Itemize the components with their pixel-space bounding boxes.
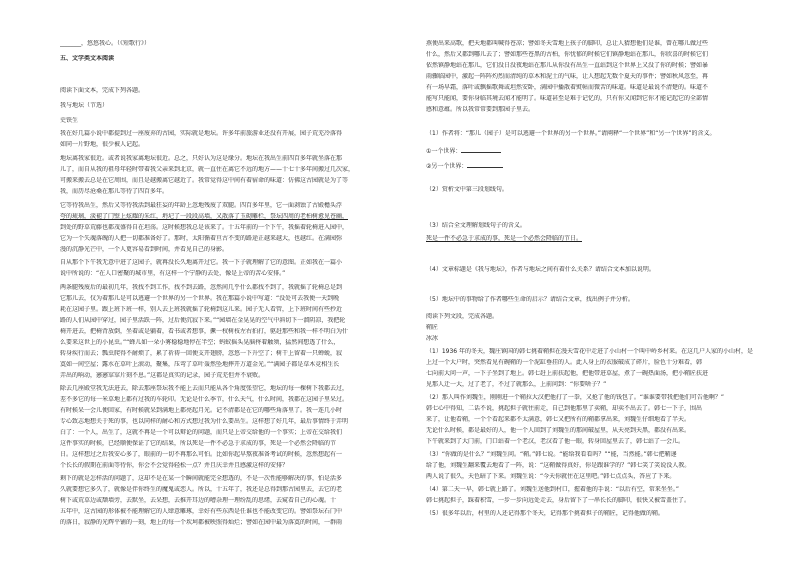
passage-line: 如同一片野地，很少被人记起。: [60, 141, 145, 148]
passage-line: 到处的野草荒藤也都茂盛得自在坦荡。这时候想我总是该来了。十五年前的一个下午，我摇着轮椅进入园中，: [60, 224, 349, 231]
passage-line: 雨骤临园中，激起一阵阵灼烈而清纯的草木和泥土的气味，让人想起无数个夏天的事件；譬如秋风忽至，再: [426, 73, 709, 80]
story-line: （4）第二天一早，韩七就上路了。刘魏生送他到村口，握着他的手说：“以后有空，常来坐坐。”: [426, 486, 680, 493]
passage-line: 除去几座殿堂我无法进去，除去那座祭坛我不能上去而只能从各个角度张望它，地坛的每一棵树下我都去过，: [60, 385, 349, 392]
passage-line: 它那儿去，仅为着那儿是可以逃避一个世界的另一个世界。我在那篇小说中写道：“没处可去我便一天到晚: [60, 295, 340, 302]
passage-line: 燕便出来高歌，把天地都叫喊得苍凉；譬如冬天雪地上孩子的脚印，总让人猜想他们是谁，曾在哪儿做过些: [426, 40, 709, 47]
passage-line: 有时候呆一会儿便回家，有时候就呆到满地上都亮起月光。记不清都是在它的哪些角落里了。我一连几小时: [60, 407, 343, 414]
passage-line: 依然镇静地站在那儿，它们没日没夜地站在那儿从你没有出生一直站到这个世界上又没了你的时候；譬如暴: [426, 62, 709, 69]
passage-line: 么要来这世上的小昆虫。”“蜂儿如一朵小雾稳稳地停在半空；蚂蚁摇头晃脑捋着触须，猛然间想透了什么，: [60, 339, 340, 346]
answer-label: ①一个世界：: [426, 148, 462, 154]
passage-line: 地坛离我家很近。或者说我家离地坛很近。总之，只好认为这是缘分。地坛在我出生前四百多年就坐落在那: [60, 155, 343, 162]
passage-line: 椅开进去，把椅背放倒，坐着或是躺着，看书或者想事，撅一杈树枝左右拍打，驱赶那些和我一样不明白为什: [60, 328, 349, 335]
story-line: 无论什么时候，都是最好的人，他一个人回到了刘魏生的那间破屋里，从天亮到天黑，都没有出来。: [426, 427, 691, 434]
passage-line: 寞如一间空屋；露水在草叶上滚动，聚集，压弯了草叶轰然坠地摔开万道金光。”“满园子都是草木竞相生长: [60, 361, 340, 368]
question-1-part-a: [426, 146, 501, 154]
passage-line: 树下或荒草边或颓墙旁，去默坐，去呆想，去推开耳边的嘈杂理一理纷乱的思绪，去窥看自己的心魂。十: [60, 497, 337, 504]
story-line: （1）1936 年的冬天，魏庄镇国的韩七挑着鞘担在漫天雪花中走进了小山村一个叫中岭乡村来。在这几户人家的小山村，是: [426, 348, 753, 355]
passage-line: 漫的沉静光芒中，一个人更容易看到时间，并看见自己的身影。: [60, 246, 229, 253]
passage-author: 史铁生: [60, 117, 79, 124]
story-line: （3）“你做的是什么？”刘魏生问。“鞘。”韩七说。“能给我看看吗？”“能，当然能。”韩七把鞘递: [426, 451, 677, 458]
passage-line: 我在好几篇小说中都提到过一座废弃的古园，实际就是地坛。许多年前旅游业还没有开展，园子荒芜冷落得: [60, 130, 343, 137]
story-line: 两人说了很久，天色暗了下来。刘魏生说：“今天你就住在这里吧。”韩七点点头，答应了下来。: [426, 473, 676, 480]
passage-line: 自从那个下午我无意中进了这园子，就再没长久地离开过它。我一下子就理解了它的意图。正如我在一篇小: [60, 259, 343, 266]
passage-line: 两条腿残废后的最初几年，我找不到工作，找不到去路，忽然间几乎什么都找不到了，我就摇了轮椅总是到: [60, 284, 343, 291]
passage-line: 它等待我出生，然后又等待我活到最狂妄的年龄上忽地残废了双腿。四百多年里，它一面剥蚀了古殿檐头浮: [60, 202, 343, 209]
story-line: 给了他，刘魏生翻来覆去地看了一阵，说：“这鞘做得真好，你是跟谁学的？”韩七笑了笑说没人教。: [426, 462, 691, 469]
story-line: 七向前大问一声，一下子坐到了地上。韩七赶上前扶起他，把他带进草屋，煮了一碗热面汤，把小鞘匠扶进: [426, 370, 709, 377]
passage-line: 久就要想它多久了，就像是伴你终生的魔鬼或恋人。所以，十五年了，我还是总得到那古园里去，去它的老: [60, 486, 343, 493]
passage-line: 能写只能闻，要你身临其境去闻才能明了。味道甚至是难于记忆的，只有你又闻到它你才能记起它的全部情: [426, 95, 709, 102]
story-line: 下午就来到了大门前，门口站着一个老汉，老汉看了他一眼，转身回屋里去了，韩七站了一会儿。: [426, 438, 685, 445]
passage-line: 它为一个失魂落魄的人把一切都准备好了。那时，太阳循着亘古不变的路途正越来越大，也越红。在满园弥: [60, 235, 343, 242]
question-2: （2）赏析文中第三段划线句。: [426, 186, 508, 193]
story-line: 见那人迁一大，过了老了，不过了就那么，上前问到：“你要啥子？”: [426, 381, 607, 388]
story-line: 上过一个大户时，突然看见有碗鞘的一个泥缸垂挂的人。此人身上的衣服破成了碎片，脸色十分难看，韩: [426, 359, 703, 366]
story-line: 来了，让他看鞘，一个个看起来都不太满意，韩七又把所有的鞘都拿出来，刘魏生仔细地看了半天。: [426, 416, 691, 423]
passage-line: 转身疾行而去；瓢虫爬得不耐烦了，累了祈祷一回便支开翅膀，忽悠一下升空了；树干上留着一只蝉蜕，寂: [60, 350, 343, 357]
passage-line: 五年中，这古园的形体被不能理解它的人肆意雕琢，幸好有些东西是任谁也不能改变它的。譬如祭坛石门中: [60, 508, 343, 515]
passage-line: 的落日，寂静的光辉平铺的一刻，地上的每一个坎坷都被映照得灿烂；譬如在园中最为落寞的时间，一群雨: [60, 519, 343, 526]
passage-line: 说中所说的：“在人口密聚的城市里，有这样一个宁静的去处，像是上帝的苦心安排。”: [60, 270, 286, 277]
top-quote: _______，悠悠我心。（《短歌行》）: [60, 40, 151, 47]
passage-title: 我与地坛（节选）: [60, 102, 109, 109]
passage-line: 白了：一个人，出生了，这就不再是一个可以辩论的问题，而只是上帝交给他的一个事实；上帝在交给我们: [60, 429, 343, 436]
passage-line: 耗在这园子里。跟上班下班一样，别人去上班我就摇了轮椅到这儿来。园子无人看管，上下班时间有些抄近: [60, 306, 343, 313]
section-heading: 五、文学类文本阅读: [60, 55, 115, 62]
passage-line: 儿了，而自从我的祖母年轻时带着我父亲来到北京，就一直住在离它不远的地方——十七十多年间搬过几次家，: [60, 166, 355, 173]
question-1: （1）作者将：“那儿（园子）是可以逃避一个世界的另一个世界。”请阐释“一个世界”和“另一个世界”的含义。: [426, 130, 716, 137]
instruction-2: 阅读下列文段，完成各题。: [426, 313, 499, 320]
passage-line: 感和意蕴。所以我常常要到那园子里去。: [426, 106, 535, 113]
question-5: （5）地坛中的事物给了作者哪些生命的启示？请结合文章，找出例子并分析。: [426, 296, 634, 303]
passage-line: 我，而历尽沧桑在那儿等待了四百多年。: [60, 188, 169, 195]
underlined-line: 夸的琉璃，淡褪了门壁上炫耀的朱红，坍圮了一段段高墙，又散落了玉砌雕栏，祭坛四周的老柏树愈见苍幽，: [60, 213, 349, 220]
passage-line: 日。这样想过之后我安心多了，眼前的一切不再那么可怕。比如你起早熬夜准备考试的时候，忽然想起有一: [60, 451, 343, 458]
story-author: 冰冰: [426, 335, 439, 342]
passage-line: 什么，然后又都到哪儿去了；譬如那些苍黑的古柏，你忧郁的时候它们镇静地站在那儿，你欣喜的时候它们: [426, 51, 709, 58]
passage-line: 路的人们从园中穿过，园子里活跃一阵，过后便沉寂下来。”“园墙在金晃晃的空气中斜切下一溜阴凉，我把轮: [60, 317, 346, 324]
question-3: （3）结合全文理解划线句子的含义。: [426, 222, 526, 229]
passage-line: 差不多它的每一米草地上都有过我的车轮印。无论是什么季节，什么天气，什么时间，我都在这园子里呆过。: [60, 396, 349, 403]
story-line: （5）很多年以后，村里的人还记得那个冬天，记得那个挑着担子的鞘匠，记得他做的鞘。: [426, 510, 664, 517]
passage-line: 可搬来搬去总是在它周围，而且是越搬离它越近了。我常觉得这中间有着宿命的味道：仿佛这古园就是为了等: [60, 177, 349, 184]
question-1-part-b: [426, 161, 503, 169]
passage-line: 剩下的就是怎样活的问题了，这却不是在某一个瞬间就能完全想透的，不是一次性能够解决的事，怕是活多: [60, 475, 343, 482]
answer-label: ②另一个世界：: [426, 163, 468, 169]
story-line: （2）那人叫作刘魏生，刚刚进一个鞘拉大汉把他打了一拳，又抢了他的钱包了。“谁谁要带我把他们可告他啊？”: [426, 394, 725, 401]
passage-line: 弄出的响动，窸窸窣窣片刻不息。”这都是真实的记录，园子荒芜但并不衰败。: [60, 372, 265, 379]
story-line: 韩七心中得知，二话不说，挑起担子就往前走，自己到他那里了卖鞘，却卖不出去了。韩七一下子，围出: [426, 405, 703, 412]
question-4: （4）文章标题是《我与地坛》，作者与地坛之间有着什么关系？请结合文本加以说明。: [426, 266, 655, 273]
passage-line: 个长长的假期在前面等待你，你会不会觉得轻松一点？并且庆幸并且感激这样的安排？: [60, 462, 289, 469]
story-title: 鞘匠: [426, 324, 439, 331]
passage-line: 专心致志地想关于死的事，也以同样的耐心和方式想过我为什么要出生。这样想了好几年，最后事情终于弄明: [60, 418, 349, 425]
passage-line: 有一场早霜，落叶或飘摇歌舞或坦然安卧，满园中播散着熨帖而微苦的味道。味道是最说不清楚的。味道不: [426, 84, 709, 91]
passage-line: 这件事实的时候，已经顺便保证了它的结果，所以死是一件不必急于求成的事，死是一个必然会降临的节: [60, 440, 337, 447]
question-3-quote: 死是一件不必急于求成的事，死是一个必然会降临的节日。: [426, 235, 583, 242]
answer-blank[interactable]: [467, 161, 503, 168]
answer-blank[interactable]: [461, 146, 501, 153]
story-line: 韩七挑起担子，踩着积雪，一步一步向远处走去，身后留下了一串长长的脚印，很快又被雪盖住了。: [426, 497, 691, 504]
instruction: 阅读下面文本，完成下列各题。: [60, 87, 145, 94]
